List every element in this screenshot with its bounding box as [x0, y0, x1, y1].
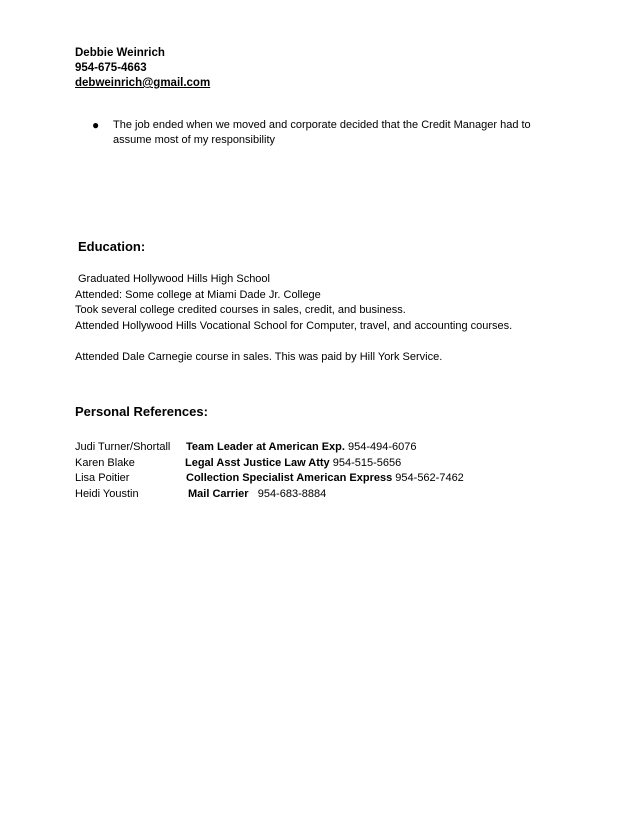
- education-line: Attended: Some college at Miami Dade Jr. College: [75, 288, 321, 301]
- education-heading: Education:: [78, 239, 146, 254]
- reference-phone: 954-494-6076: [348, 441, 417, 453]
- reference-name: Heidi Youstin: [75, 487, 139, 500]
- references-heading: Personal References:: [75, 404, 208, 419]
- bullet-text-line: The job ended when we moved and corporate decided that the Credit Manager had to: [113, 119, 531, 131]
- education-line: Graduated Hollywood Hills High School: [78, 273, 270, 285]
- reference-role: Legal Asst Justice Law Atty 954-515-5656: [185, 456, 402, 469]
- education-line: Attended Hollywood Hills Vocational School for Computer, travel, and accounting courses.: [75, 319, 513, 332]
- contact-name: Debbie Weinrich: [75, 47, 165, 59]
- reference-phone: 954-515-5656: [332, 456, 402, 469]
- list-item: [92, 118, 562, 148]
- reference-phone: 954-562-7462: [395, 472, 464, 484]
- reference-role: Team Leader at American Exp. 954-494-6076: [186, 441, 417, 453]
- contact-header: [75, 46, 210, 91]
- reference-role: Collection Specialist American Express 954-562-7462: [186, 472, 464, 484]
- education-line: Attended Dale Carnegie course in sales. This was paid by Hill York Service.: [75, 351, 443, 363]
- bullet-text-line: assume most of my responsibility: [113, 134, 275, 146]
- education-section: [75, 272, 512, 366]
- reference-name: Judi Turner/Shortall: [75, 441, 171, 453]
- education-line: Took several college credited courses in sales, credit, and business.: [75, 304, 406, 316]
- job-bullet-list: [92, 118, 562, 148]
- contact-phone: 954-675-4663: [75, 62, 147, 74]
- reference-name: Karen Blake: [75, 456, 135, 469]
- reference-role: Mail Carrier 954-683-8884: [188, 487, 327, 500]
- bullet-dot-icon: ●: [92, 118, 100, 132]
- reference-name: Lisa Poitier: [75, 472, 130, 484]
- contact-email[interactable]: debweinrich@gmail.com: [75, 77, 211, 89]
- spacer: [75, 334, 512, 350]
- reference-phone: 954-683-8884: [257, 487, 327, 500]
